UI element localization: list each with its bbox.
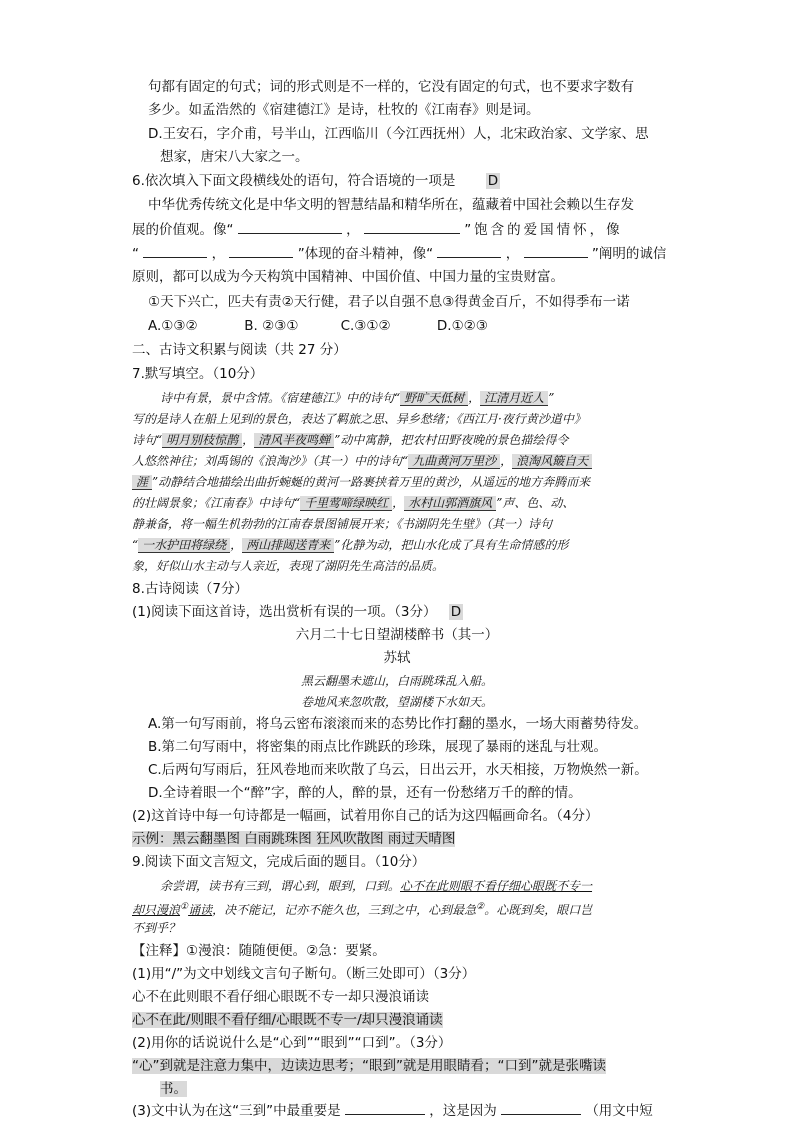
q6-items: ①天下兴亡，匹夫有责②天行健，君子以自强不息③得黄金百斤，不如得季布一诺 — [148, 294, 630, 310]
q7-answer-9: 一水护田将绿绕 — [138, 538, 230, 553]
q9-sub3a: (3)文中认为在这“三到”中最重要是 — [132, 1103, 341, 1119]
q7-l8b: ， — [230, 538, 243, 552]
q7-l3a: 诗句“ — [132, 433, 163, 447]
q7-line8 — [132, 535, 672, 555]
poem-author: 苏轼 — [383, 650, 411, 666]
q9-sub2: (2)用你的话说说什么是“心到”“眼到”“口到”。（3分） — [132, 1035, 452, 1051]
q7-l6a: 的壮阔景象；《江南春》中诗句“ — [132, 496, 301, 510]
q7-l4b: ， — [500, 454, 513, 468]
q9-sub1: (1)用“/”为文中划线文言句子断句。（断三处即可）（3分） — [132, 966, 476, 982]
q8-option-b: B.第二句写雨中，将密集的雨点比作跳跃的珍珠，展现了暴雨的迷乱与壮观。 — [148, 739, 608, 755]
poem-title: 六月二十七日望湖楼醉书（其一） — [295, 627, 499, 643]
q9-text-line1 — [160, 876, 700, 896]
q7-l8c: ”化静为动，把山水化成了具有生命情感的形 — [334, 538, 569, 552]
q9-text-line2 — [132, 897, 672, 920]
q9-sub2-answer1: “心”到就是注意力集中，边读边思考；“眼到”就是用眼睛看；“口到”就是张嘴读 — [132, 1058, 606, 1074]
q9-sub3c: （用文中短 — [585, 1103, 653, 1119]
q9-text2d: 。心既到矣，眼口岂 — [484, 903, 593, 917]
section-2-heading: 二、古诗文积累与阅读（共 27 分） — [132, 342, 347, 358]
q6-passage-line2 — [132, 219, 672, 240]
q8-sub2-answer — [132, 829, 672, 849]
q6-blank-2 — [364, 219, 460, 234]
q6-option-a: A.①③② — [148, 318, 198, 334]
q5-option-d-line1: D.王安石，字介甫，号半山，江西临川（今江西抚州）人，北宋政治家、文学家、思 — [148, 126, 649, 142]
q7-line6 — [132, 493, 672, 513]
q7-line3 — [132, 430, 672, 450]
q7-line1 — [160, 388, 700, 408]
q6-p3e: ”阐明的诚信 — [591, 246, 667, 262]
q9-sup-1: ① — [180, 902, 189, 912]
q7-l3c: ”动中寓静，把农村田野夜晚的景色描绘得令 — [334, 433, 569, 447]
q7-l6c: ”声、色、动、 — [496, 496, 575, 510]
q7-l4a: 人悠然神往；刘禹锡的《浪淘沙》（其一）中的诗句“ — [132, 454, 409, 468]
q8-sub2-answer-text: 示例：黑云翻墨图 白雨跳珠图 狂风吹散图 雨过天晴图 — [132, 831, 456, 847]
q9-sub1-text: 心不在此则眼不看仔细心眼既不专一却只漫浪诵读 — [132, 989, 429, 1005]
q7-l1b: ， — [468, 391, 481, 405]
q9-sub2-answer-line2 — [160, 1079, 700, 1099]
q6-stem — [132, 171, 672, 191]
q6-passage-line3 — [132, 243, 672, 264]
q9-sub3-blank-2 — [501, 1100, 581, 1115]
q7-answer-6a: 浪淘风簸自天 — [512, 454, 592, 469]
q7-answer-1: 野旷天低树 — [400, 391, 468, 406]
q6-passage-line1: 中华优秀传统文化是中华文明的智慧结晶和精华所在，蕴藏着中国社会赖以生存发 — [148, 197, 634, 213]
q7-l1a: 诗中有景，景中含情。《宿建德江》中的诗句“ — [160, 391, 401, 405]
q9-sub3b: ，这是因为 — [429, 1103, 497, 1119]
q5-line1: 句都有固定的句式；词的形式则是不一样的，它没有固定的句式，也不要求字数有 — [148, 79, 634, 95]
q7-line7: 静兼备，将一幅生机勃勃的江南春景图铺展开来；《书湖阴先生壁》（其一）诗句 — [132, 517, 553, 531]
q7-l6b: ， — [392, 496, 405, 510]
q6-p3a: “ — [132, 246, 139, 262]
q9-underlined-3: 诵读 — [188, 903, 213, 917]
q6-blank-6 — [524, 243, 588, 258]
q9-sup-2: ② — [476, 902, 485, 912]
q8-sub1-answer: D — [450, 604, 462, 620]
q6-option-c: C.③①② — [340, 318, 391, 334]
q9-sub1-answer — [132, 1010, 672, 1030]
q8-sub1 — [132, 602, 672, 622]
q9-note: 【注释】①漫浪：随随便便。②急：要紧。 — [132, 943, 386, 959]
q7-answer-2: 江清月近人 — [480, 391, 548, 406]
q9-text-line3: 不到乎？ — [132, 921, 181, 935]
q9-underlined-2: 却只漫浪 — [132, 903, 181, 917]
q7-stem: 7.默写填空。（10分） — [132, 366, 264, 382]
q7-l3b: ， — [242, 433, 255, 447]
q8-sub1-text: (1)阅读下面这首诗，选出赏析有误的一项。（3分） — [132, 604, 437, 620]
q6-blank-5 — [437, 243, 501, 258]
q9-underlined-1: 心不在此则眼不看仔细心眼既不专一 — [400, 879, 593, 893]
q5-line2: 多少。如孟浩然的《宿建德江》是诗，杜牧的《江南春》则是词。 — [148, 102, 540, 118]
q9-sub3 — [132, 1100, 672, 1121]
q6-stem-text: 6.依次填入下面文段横线处的语句，符合语境的一项是 — [132, 173, 456, 189]
q9-stem: 9.阅读下面文言短文，完成后面的题目。（10分） — [132, 854, 426, 870]
q7-answer-7: 千里莺啼绿映红 — [300, 496, 392, 511]
q8-option-a: A.第一句写雨前，将乌云密布滚滚而来的态势比作打翻的墨水，一场大雨蓄势待发。 — [148, 716, 648, 732]
q8-stem: 8.古诗阅读（7分） — [132, 581, 248, 597]
q6-option-d: D.①②③ — [436, 318, 488, 334]
q6-passage-line4: 原则，都可以成为今天构筑中国精神、中国价值、中国力量的宝贵财富。 — [132, 269, 564, 285]
q7-answer-3: 明月别枝惊鹊 — [162, 433, 242, 448]
poem-line1: 黑云翻墨未遮山，白雨跳珠乱入船。 — [300, 674, 493, 688]
q9-text1a: 余尝谓，读书有三到，谓心到，眼到，口到。 — [160, 879, 401, 893]
q7-answer-10: 两山排闼送青来 — [242, 538, 334, 553]
q9-sub1-answer-text: 心不在此/则眼不看仔细/心眼既不专一/却只漫浪诵读 — [132, 1012, 443, 1028]
q7-line5 — [132, 472, 672, 492]
q7-answer-5: 九曲黄河万里沙 — [408, 454, 500, 469]
q7-l8a: “ — [132, 538, 139, 552]
q7-answer-4: 清风半夜鸣蝉 — [254, 433, 334, 448]
q6-answer: D — [487, 173, 499, 189]
q7-line4 — [132, 451, 672, 471]
q8-sub2: (2)这首诗中每一句诗都是一幅画，试着用你自己的话为这四幅画命名。（4分） — [132, 808, 599, 824]
q6-p3b: ， — [211, 246, 226, 262]
q7-line9: 象，好似山水主动与人亲近，表现了湖阴先生高洁的品质。 — [132, 559, 445, 573]
q6-p2a: 展的价值观。像“ — [132, 222, 234, 238]
q9-sub3-blank-1 — [345, 1100, 425, 1115]
q7-line2: 写的是诗人在船上见到的景色，表达了羁旅之思、异乡愁绪；《西江月·夜行黄沙道中》 — [132, 412, 586, 426]
q9-text2c: ，决不能记，记亦不能久也，三到之中，心到最急 — [212, 903, 477, 917]
q8-option-d: D.全诗着眼一个“醉”字，醉的人，醉的景，还有一份愁绪万千的醉的情。 — [148, 785, 582, 801]
q6-option-b: B. ②③① — [244, 318, 299, 334]
q6-blank-1 — [238, 219, 342, 234]
q6-p3d: ， — [505, 246, 520, 262]
q7-answer-6b: 涯 — [132, 475, 152, 490]
q7-answer-8: 水村山郭酒旗风 — [404, 496, 496, 511]
q6-p2c: ”饱含的爱国情怀，像 — [464, 222, 623, 238]
q5-option-d-line2: 想家，唐宋八大家之一。 — [160, 149, 309, 165]
q8-option-c: C.后两句写雨后，狂风卷地而来吹散了乌云，日出云开，水天相接，万物焕然一新。 — [148, 762, 648, 778]
q6-blank-3 — [143, 243, 207, 258]
q6-p3c: ”体现的奋斗精神，像“ — [297, 246, 434, 262]
q6-p2b: ， — [346, 222, 360, 238]
q9-sub2-answer-line1 — [132, 1056, 672, 1076]
q6-blank-4 — [229, 243, 293, 258]
q7-l5: ”动静结合地描绘出曲折蜿蜒的黄河一路裹挟着万里的黄沙，从遥远的地方奔腾而来 — [152, 475, 591, 489]
q6-options — [148, 316, 688, 336]
q9-sub2-answer2: 书。 — [160, 1081, 187, 1097]
poem-line2: 卷地风来忽吹散，望湖楼下水如天。 — [300, 695, 493, 709]
q7-l1c: ” — [548, 391, 555, 405]
